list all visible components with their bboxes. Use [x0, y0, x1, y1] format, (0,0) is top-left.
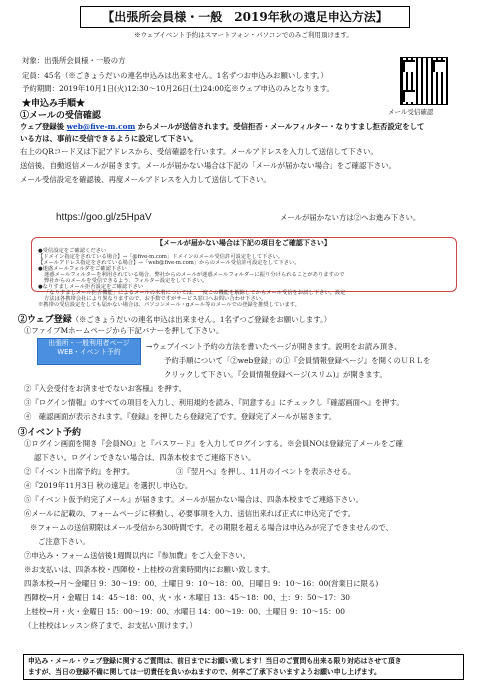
s3-line6: ⑥メールに記載の、フォームページに移動し、必要事項を入力、送信出来れば正式に申込完了です。 — [24, 509, 356, 518]
s2-right3: クリックして下さい。『会員情報登録ページ(スリム)』が開きます。 — [164, 370, 387, 379]
s3-line12: 西陣校→月・金曜日 14：45～18：00、火・水・木曜日 13：45～18：00、土：9：50～17：30 — [24, 593, 350, 602]
s2-line2: ②『入会受付をお済ませでないお客様』を押す。 — [24, 384, 187, 393]
s2-right2: 予約手順について「②web登録」の①『会員情報登録ページ』を開くのＵＲＬを — [164, 356, 431, 365]
s1-line3: 右上のQRコード又は下記アドレスから、受信確認を行います。メールアドレスを入力して送信して下さい。 — [20, 147, 378, 156]
section3-heading: ③イベント予約 — [18, 428, 82, 438]
s3-line7: ※フォームの送信期限はメール受信から30時間です。その期限を超える場合は申込みが完了できませんので、 — [30, 523, 393, 532]
info-target: 対象：出張所会員様・一般の方 — [22, 56, 126, 65]
qr-caption: メール受信確認 — [388, 108, 434, 116]
page-subtitle: ※ウェブイベント予約はスマートフォン・パソコンでのみご利用頂けます。 — [134, 31, 353, 39]
s2-line1: ①ファイブMホームページから下記バナーを押して下さい。 — [24, 326, 224, 335]
warning-line: 弊社からのメールを受信できるよう、フィルター設定をして下さい。 — [44, 278, 208, 284]
section2-heading: ②ウェブ登録（※ごきょうだいの連名申込は出来ません。1名ずつご登録をお願いします。） — [18, 315, 332, 325]
s3-line3a: ②『イベント出席予約』を押す。 — [24, 467, 135, 476]
s2-line4: ④ 確認画面が表示されます。『登録』を押したら登録完了です。登録完了メールが届きます。 — [24, 412, 337, 421]
warning-line: ※携帯の受信設定をしても届かない場合は、パソコンメール・gメール等のメールでの登録を推奨しています。 — [38, 302, 300, 308]
email-link[interactable]: web@five-m.com — [66, 122, 136, 131]
warning-line: 【ドメイン指定をされている場合】→「@five-m.com」ドメインのメール受信許可設定をして下さい。 — [38, 254, 284, 260]
s3-line4: ④『2019年11月3日 秋の遠足』を選択し申込む。 — [24, 481, 193, 490]
s3-line13: 上桂校→月・火・金曜日 15：00～19：00、水曜日 14：00～19：00、土曜日 9：10～15：00 — [24, 607, 345, 616]
warning-line: 【メールアドレス指定をされている場合】→「web@five-m.com」からのメール受信許可設定をして下さい。 — [38, 260, 300, 266]
s3-line2: 認下さい。ログインできない場合は、四条本校までご連絡下さい。 — [34, 453, 256, 462]
s2-line3: ③『ログイン情報』のすべての項目を入力し、利用規約を読み、『同意する』にチェックし『確認画面へ』を押す。 — [24, 398, 404, 407]
footer-notice: 申込み・メール・ウェブ登録に関するご質問は、前日までにお願い致します！当日のご質問も出来る限り対応はさせて頂き ますが、当日の登録不備に関しては一切責任を負いかねますので、何卒ご了承下さいますようお願い申し上げます。 — [23, 654, 464, 680]
s3-line3b: ③『翌月へ』を押し、11月のイベントを表示させる。 — [176, 467, 356, 476]
warning-line: 「なりすましメール拒否機能」によるメールの未着については、一度この機能を解除してからメール受信をお試し下さい。設定 — [44, 290, 346, 296]
info-period: 予約期間：2019年10月1日(火)12:30～10月26日(土)24:00迄※ウェブ申込のみとなります。 — [22, 84, 334, 93]
s2-right1: →ウェブイベント予約の方法を書いたページが開きます。説明をお読み頂き、 — [146, 342, 402, 351]
s1-url-note: メールが届かない方は②へお進み下さい。 — [280, 213, 421, 222]
flow-heading: ★申込み手順★ — [22, 99, 86, 109]
section1-heading: ①メールの受信確認 — [20, 111, 101, 121]
warning-line: ●受信設定をご確認ください — [38, 248, 107, 254]
warning-line: ●なりすましメール拒否設定をご確認下さい — [38, 284, 144, 290]
s1-line4: 送信後、自動返信メールが届きます。メールが届かない場合は下記の「メールが届かない場合」をご確認下さい。 — [20, 161, 396, 170]
s3-line9: ⑦申込み・フォーム送信後1週間以内に『参加費』をご入金下さい。 — [24, 551, 251, 560]
qr-code-icon[interactable] — [400, 57, 448, 105]
s3-line1: ①ログイン画面を開き『会員NO』と『パスワード』を入力してログインする。※会員NOは登録完了メールをご確 — [24, 439, 403, 448]
page-title: 【出張所会員様・一般 2019年秋の遠足申込方法】 — [80, 6, 410, 28]
s3-line8: ご注意下さい。 — [38, 537, 90, 546]
s3-line11: 四条本校→月～金曜日 9：30～19：00、土曜日 9：10～18：00、日曜日 9：10～16：00(営業日に限る) — [24, 579, 379, 588]
s3-line5: ⑤『イベント仮予約完了メール』が届きます。メールが届かない場合は、四条本校までご連絡下さい。 — [24, 495, 364, 504]
s1-line2: いる方は、事前に受信できるように設定して下さい。 — [20, 134, 198, 143]
info-capacity: 定員：45名（※ごきょうだいの連名申込みは出来ません。1名ずつお申込みお願いします。） — [22, 71, 328, 80]
s3-line14: （上桂校はレッスン終了まで、お支払い頂けます。） — [24, 621, 197, 630]
s1-line5: メール受信設定を確認後、再度メールアドレスを入力して送信して下さい。 — [20, 175, 271, 184]
warning-line: 迷惑メールフィルターを利用されている場合、弊社からのメールが迷惑メールフォルダーに振り分けられることがありますので — [44, 272, 345, 278]
warning-title: 【メールが届かない場合は下記の項目をご確認下さい】 — [156, 238, 331, 247]
warning-line: 方法は各携帯会社により異なりますので、お手数ですがサービス窓口へお問い合わせ下さい。 — [44, 296, 267, 302]
s1-line1: ウェブ登録後 web@five-m.com からメールが送信されます。受信拒否・メールフィルター・なりすまし拒否設定をして — [20, 122, 425, 131]
s3-line10: ※お支払いは、四条本校・西陣校・上桂校の営業時間内にお願い致します。 — [24, 565, 275, 574]
qr-url-link[interactable]: https://goo.gl/z5HpaV — [56, 212, 152, 223]
warning-line: ●迷惑メールフォルダをご確認下さい — [38, 266, 127, 272]
web-booking-banner[interactable]: 出張所・一般利用者ページ WEB・イベント予約 — [37, 338, 141, 365]
